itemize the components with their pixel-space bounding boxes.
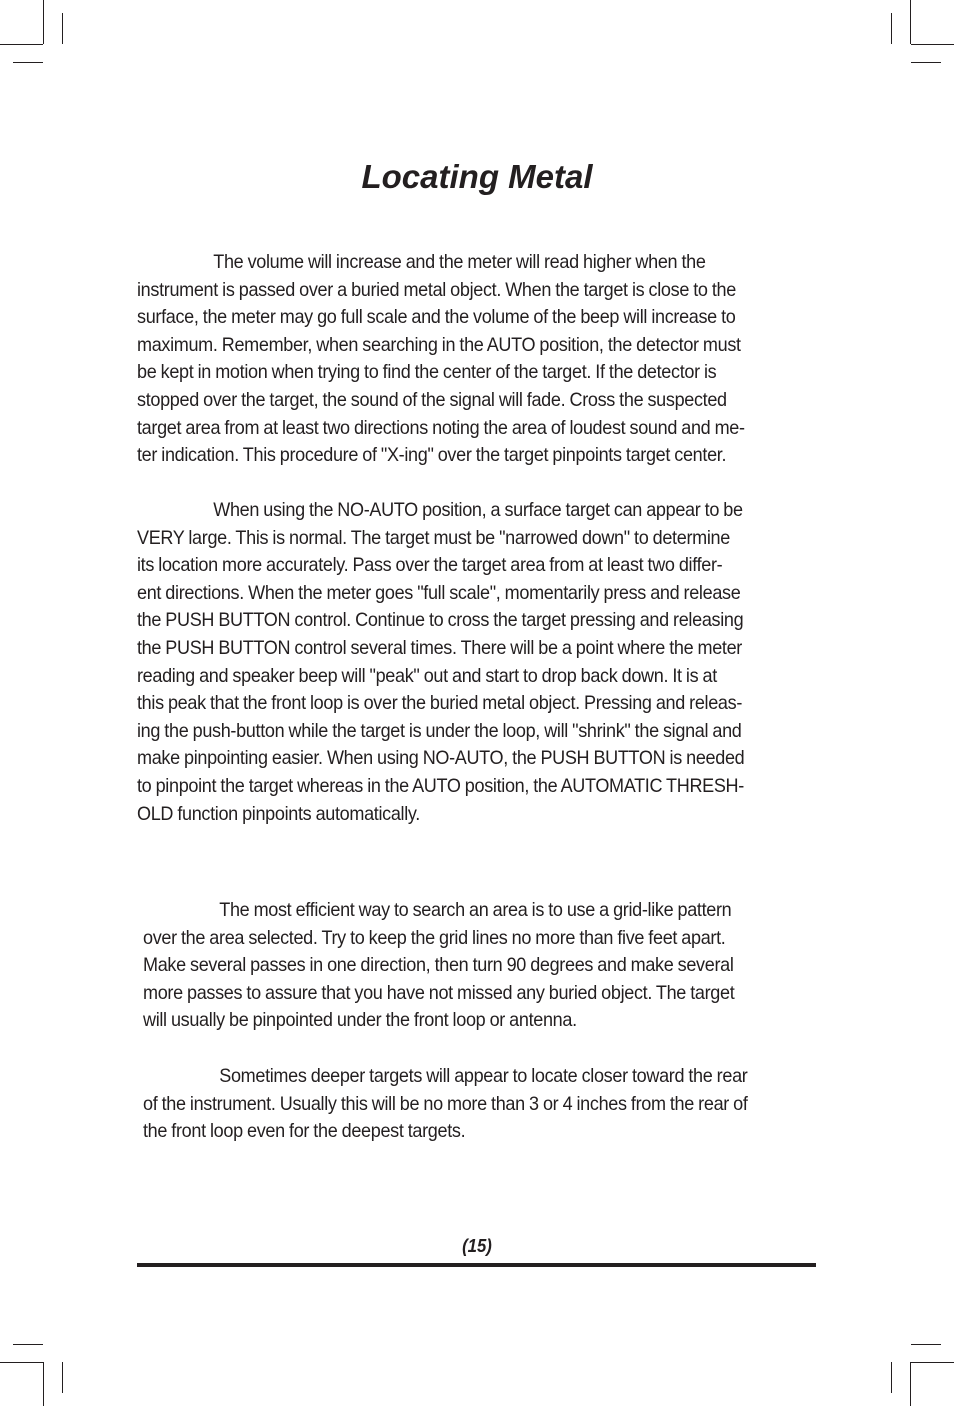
crop-mark xyxy=(62,13,63,44)
text-line: Make several passes in one direction, then turn 90 degrees and make several xyxy=(143,954,734,977)
paragraph-no-auto-pinpointing xyxy=(137,497,744,828)
text-line: VERY large. This is normal. The target must be "narrowed down" to determine xyxy=(137,526,730,549)
crop-mark xyxy=(891,13,892,44)
crop-mark xyxy=(911,1344,941,1345)
text-line: will usually be pinpointed under the front loop or antenna. xyxy=(143,1009,577,1032)
crop-mark xyxy=(62,1362,63,1393)
text-line: be kept in motion when trying to find the center of the target. If the detector is xyxy=(137,361,717,384)
text-line: Sometimes deeper targets will appear to locate closer toward the rear xyxy=(219,1065,748,1087)
crop-mark xyxy=(0,44,43,45)
text-line: the front loop even for the deepest targets. xyxy=(143,1120,466,1143)
text-line: ent directions. When the meter goes "full scale", momentarily press and release xyxy=(137,581,741,604)
crop-mark xyxy=(43,1362,44,1406)
text-line: ing the push-button while the target is under the loop, will "shrink" the signal and xyxy=(137,719,742,742)
text-line: stopped over the target, the sound of the signal will fade. Cross the suspected xyxy=(137,388,727,411)
crop-mark xyxy=(0,1362,43,1363)
text-line: reading and speaker beep will "peak" out and start to drop back down. It is at xyxy=(137,664,717,687)
crop-mark xyxy=(910,0,911,44)
crop-mark xyxy=(13,1344,43,1345)
text-line: the PUSH BUTTON control. Continue to cross the target pressing and releasing xyxy=(137,609,744,632)
text-line: over the area selected. Try to keep the grid lines no more than five feet apart. xyxy=(143,926,726,949)
text-line: The volume will increase and the meter will read higher when the xyxy=(213,251,706,273)
text-line: surface, the meter may go full scale and the volume of the beep will increase to xyxy=(137,306,736,329)
crop-mark xyxy=(910,1362,911,1406)
crop-mark xyxy=(43,0,44,44)
text-line: The most efficient way to search an area is to use a grid-like pattern xyxy=(219,899,732,921)
crop-mark xyxy=(911,44,954,45)
text-line: its location more accurately. Pass over the target area from at least two differ- xyxy=(137,554,723,577)
paragraph-grid-search xyxy=(143,897,734,1035)
text-line: instrument is passed over a buried metal object. When the target is close to the xyxy=(137,278,736,301)
text-line: more passes to assure that you have not missed any buried object. The target xyxy=(143,981,735,1004)
text-line: make pinpointing easier. When using NO-AUTO, the PUSH BUTTON is needed xyxy=(137,747,745,770)
text-line: to pinpoint the target whereas in the AUTO position, the AUTOMATIC THRESH- xyxy=(137,774,744,797)
text-line: the PUSH BUTTON control several times. There will be a point where the meter xyxy=(137,636,742,659)
text-line: this peak that the front loop is over the buried metal object. Pressing and releas- xyxy=(137,692,743,715)
text-line: OLD function pinpoints automatically. xyxy=(137,802,420,825)
text-line: ter indication. This procedure of "X-ing" over the target pinpoints target center. xyxy=(137,444,727,467)
crop-mark xyxy=(13,62,43,63)
crop-mark xyxy=(911,1362,954,1363)
text-line: When using the NO-AUTO position, a surface target can appear to be xyxy=(213,499,743,521)
crop-mark xyxy=(891,1362,892,1393)
text-line: target area from at least two directions noting the area of loudest sound and me- xyxy=(137,416,745,439)
crop-mark xyxy=(911,62,941,63)
footer-rule xyxy=(137,1263,816,1267)
text-line: of the instrument. Usually this will be no more than 3 or 4 inches from the rear of xyxy=(143,1092,748,1115)
page-number: (15) xyxy=(462,1236,492,1256)
paragraph-auto-pinpointing xyxy=(137,249,745,470)
paragraph-deep-targets xyxy=(143,1063,748,1146)
page-title: Locating Metal xyxy=(361,158,593,195)
text-line: maximum. Remember, when searching in the AUTO position, the detector must xyxy=(137,333,741,356)
